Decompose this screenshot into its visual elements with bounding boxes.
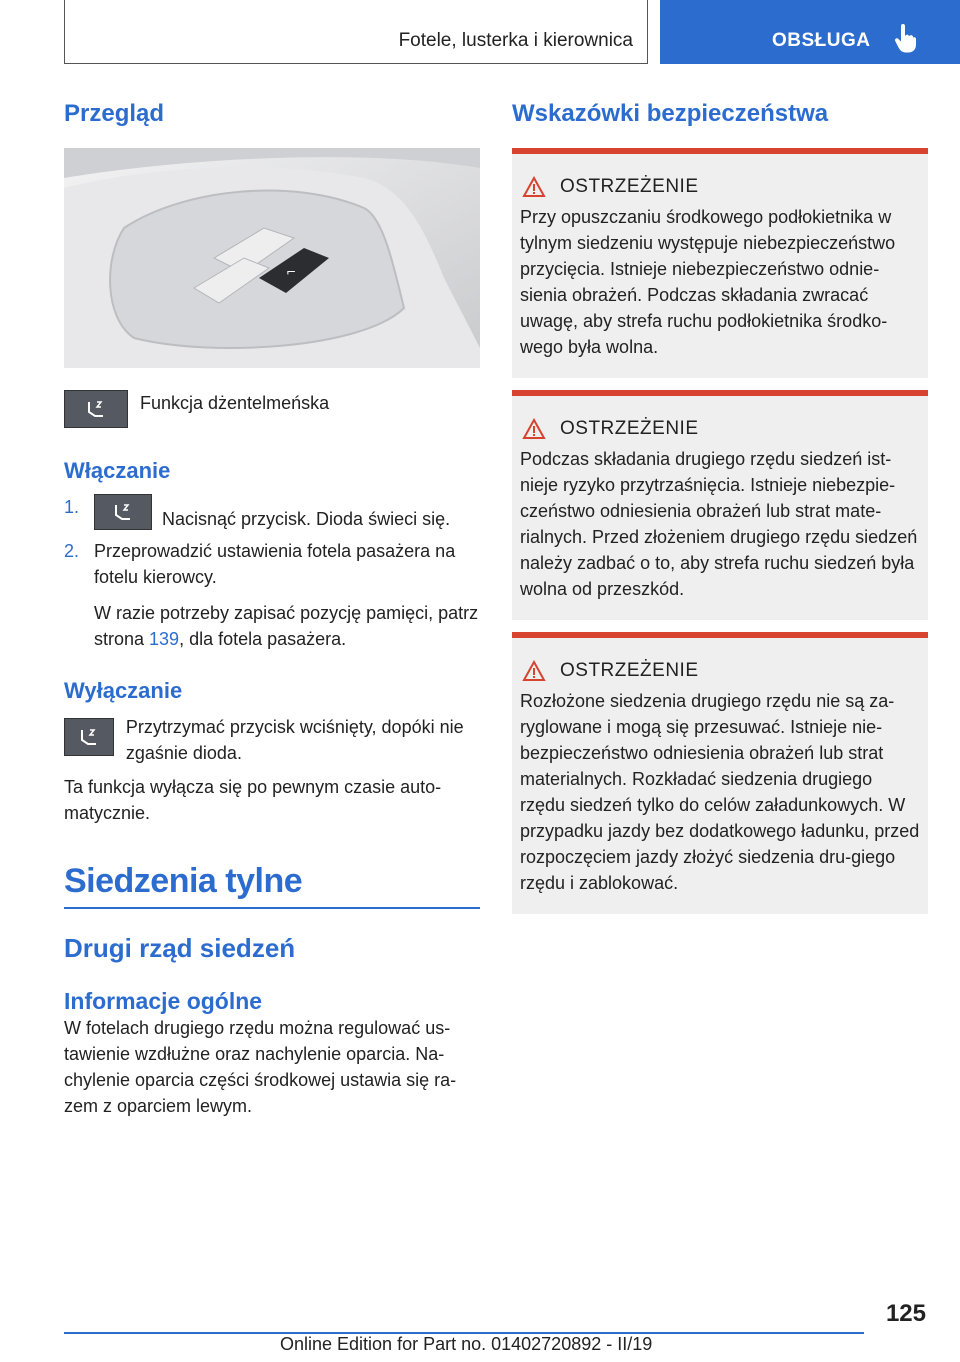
warning-label: OSTRZEŻENIE <box>560 176 699 197</box>
svg-text:⌐: ⌐ <box>286 265 297 279</box>
memory-note-suffix: , dla fotela pasażera. <box>179 629 347 649</box>
step-number: 2. <box>64 541 80 561</box>
page-number: 125 <box>885 1300 926 1327</box>
warning-text: Podczas składania drugiego rzędu siedzeń ist-nieje ryzyko przytrzaśnięcia. Istnieje niebezpie-czeństwo odniesienia obrażeń lub strat mate-rialnych. Przed złożeniem drugiego rzędu siedzeń należy zadbać o to, aby strefa ruchu siedzeń była wolna od przeszkód. <box>520 449 918 599</box>
gentleman-seat-icon <box>64 390 128 428</box>
warning-box-2 <box>512 390 928 620</box>
header-section-box <box>64 0 648 64</box>
rear-seats-title: Siedzenia tylne <box>64 862 480 909</box>
warning-triangle-icon <box>522 176 546 198</box>
gentleman-seat-icon <box>94 494 152 530</box>
enable-step-1 <box>64 494 480 532</box>
step-number: 1. <box>64 497 80 517</box>
general-info-heading: Informacje ogólne <box>64 988 263 1014</box>
overview-heading: Przegląd <box>64 100 165 127</box>
edition-text: Online Edition for Part no. 01402720892 - II/19 <box>280 1334 653 1354</box>
second-row-heading: Drugi rząd siedzeń <box>64 933 296 963</box>
general-info-body: W fotelach drugiego rzędu można regulować us-tawienie wzdłużne oraz nachylenie oparcia. Na-chylenie oparcia części środkowej ustawia się ra-zem z oparciem lewym. <box>64 1018 457 1116</box>
warning-text: Rozłożone siedzenia drugiego rzędu nie są za-ryglowane i mogą się przesuwać. Istnieje nie-bezpieczeństwo odniesienia obrażeń lub strat materialnych. Rozkładać siedzenia drugiego rzędu siedzeń tylko do celów załadunkowych. W przypadku jazdy bez dodatkowego ładunku, przed rozpoczęciem jazdy złożyć siedzenia dru-giego rzędu i zablokować. <box>520 691 920 893</box>
warning-box-3 <box>512 632 928 914</box>
pointing-hand-icon <box>894 24 916 54</box>
warning-label: OSTRZEŻENIE <box>560 418 699 439</box>
gentleman-caption: Funkcja dżentelmeńska <box>140 393 330 413</box>
left-column <box>64 100 480 1119</box>
page-link-139[interactable]: 139 <box>149 629 180 649</box>
memory-note <box>94 600 480 652</box>
step-text: Nacisnąć przycisk. Dioda świeci się. <box>162 509 451 529</box>
seat-button-photo <box>64 148 480 368</box>
warning-text: Przy opuszczaniu środkowego podłokietnika w tylnym siedzeniu występuje niebezpieczeństwo przycięcia. Istnieje niebezpieczeństwo odnie-sienia obrażeń. Podczas składania zwracać uwagę, aby strefa ruchu podłokietnika środko-wego była wolna. <box>520 207 896 357</box>
enable-step-2 <box>64 538 480 590</box>
step-text: Przeprowadzić ustawienia fotela pasażera na fotelu kierowcy. <box>94 541 456 587</box>
gentleman-seat-icon <box>64 718 114 756</box>
warning-box-1 <box>512 148 928 378</box>
door-panel-illustration <box>64 148 480 368</box>
right-column <box>512 100 928 914</box>
warning-triangle-icon <box>522 418 546 440</box>
safety-heading: Wskazówki bezpieczeństwa <box>512 100 829 127</box>
disable-heading: Wyłączanie <box>64 678 183 703</box>
enable-heading: Włączanie <box>64 458 171 483</box>
disable-body: Ta funkcja wyłącza się po pewnym czasie auto-matycznie. <box>64 777 442 823</box>
warning-label: OSTRZEŻENIE <box>560 660 699 681</box>
tab-obsluga[interactable] <box>660 0 960 64</box>
tab-obsluga-label: OBSŁUGA <box>772 30 871 51</box>
warning-triangle-icon <box>522 660 546 682</box>
disable-instruction: Przytrzymać przycisk wciśnięty, dopóki nie zgaśnie dioda. <box>125 717 464 763</box>
memory-note-prefix: W razie potrzeby zapisać pozycję pamięci, patrz strona <box>94 603 479 649</box>
header-section-title: Fotele, lusterka i kierownica <box>398 30 633 51</box>
